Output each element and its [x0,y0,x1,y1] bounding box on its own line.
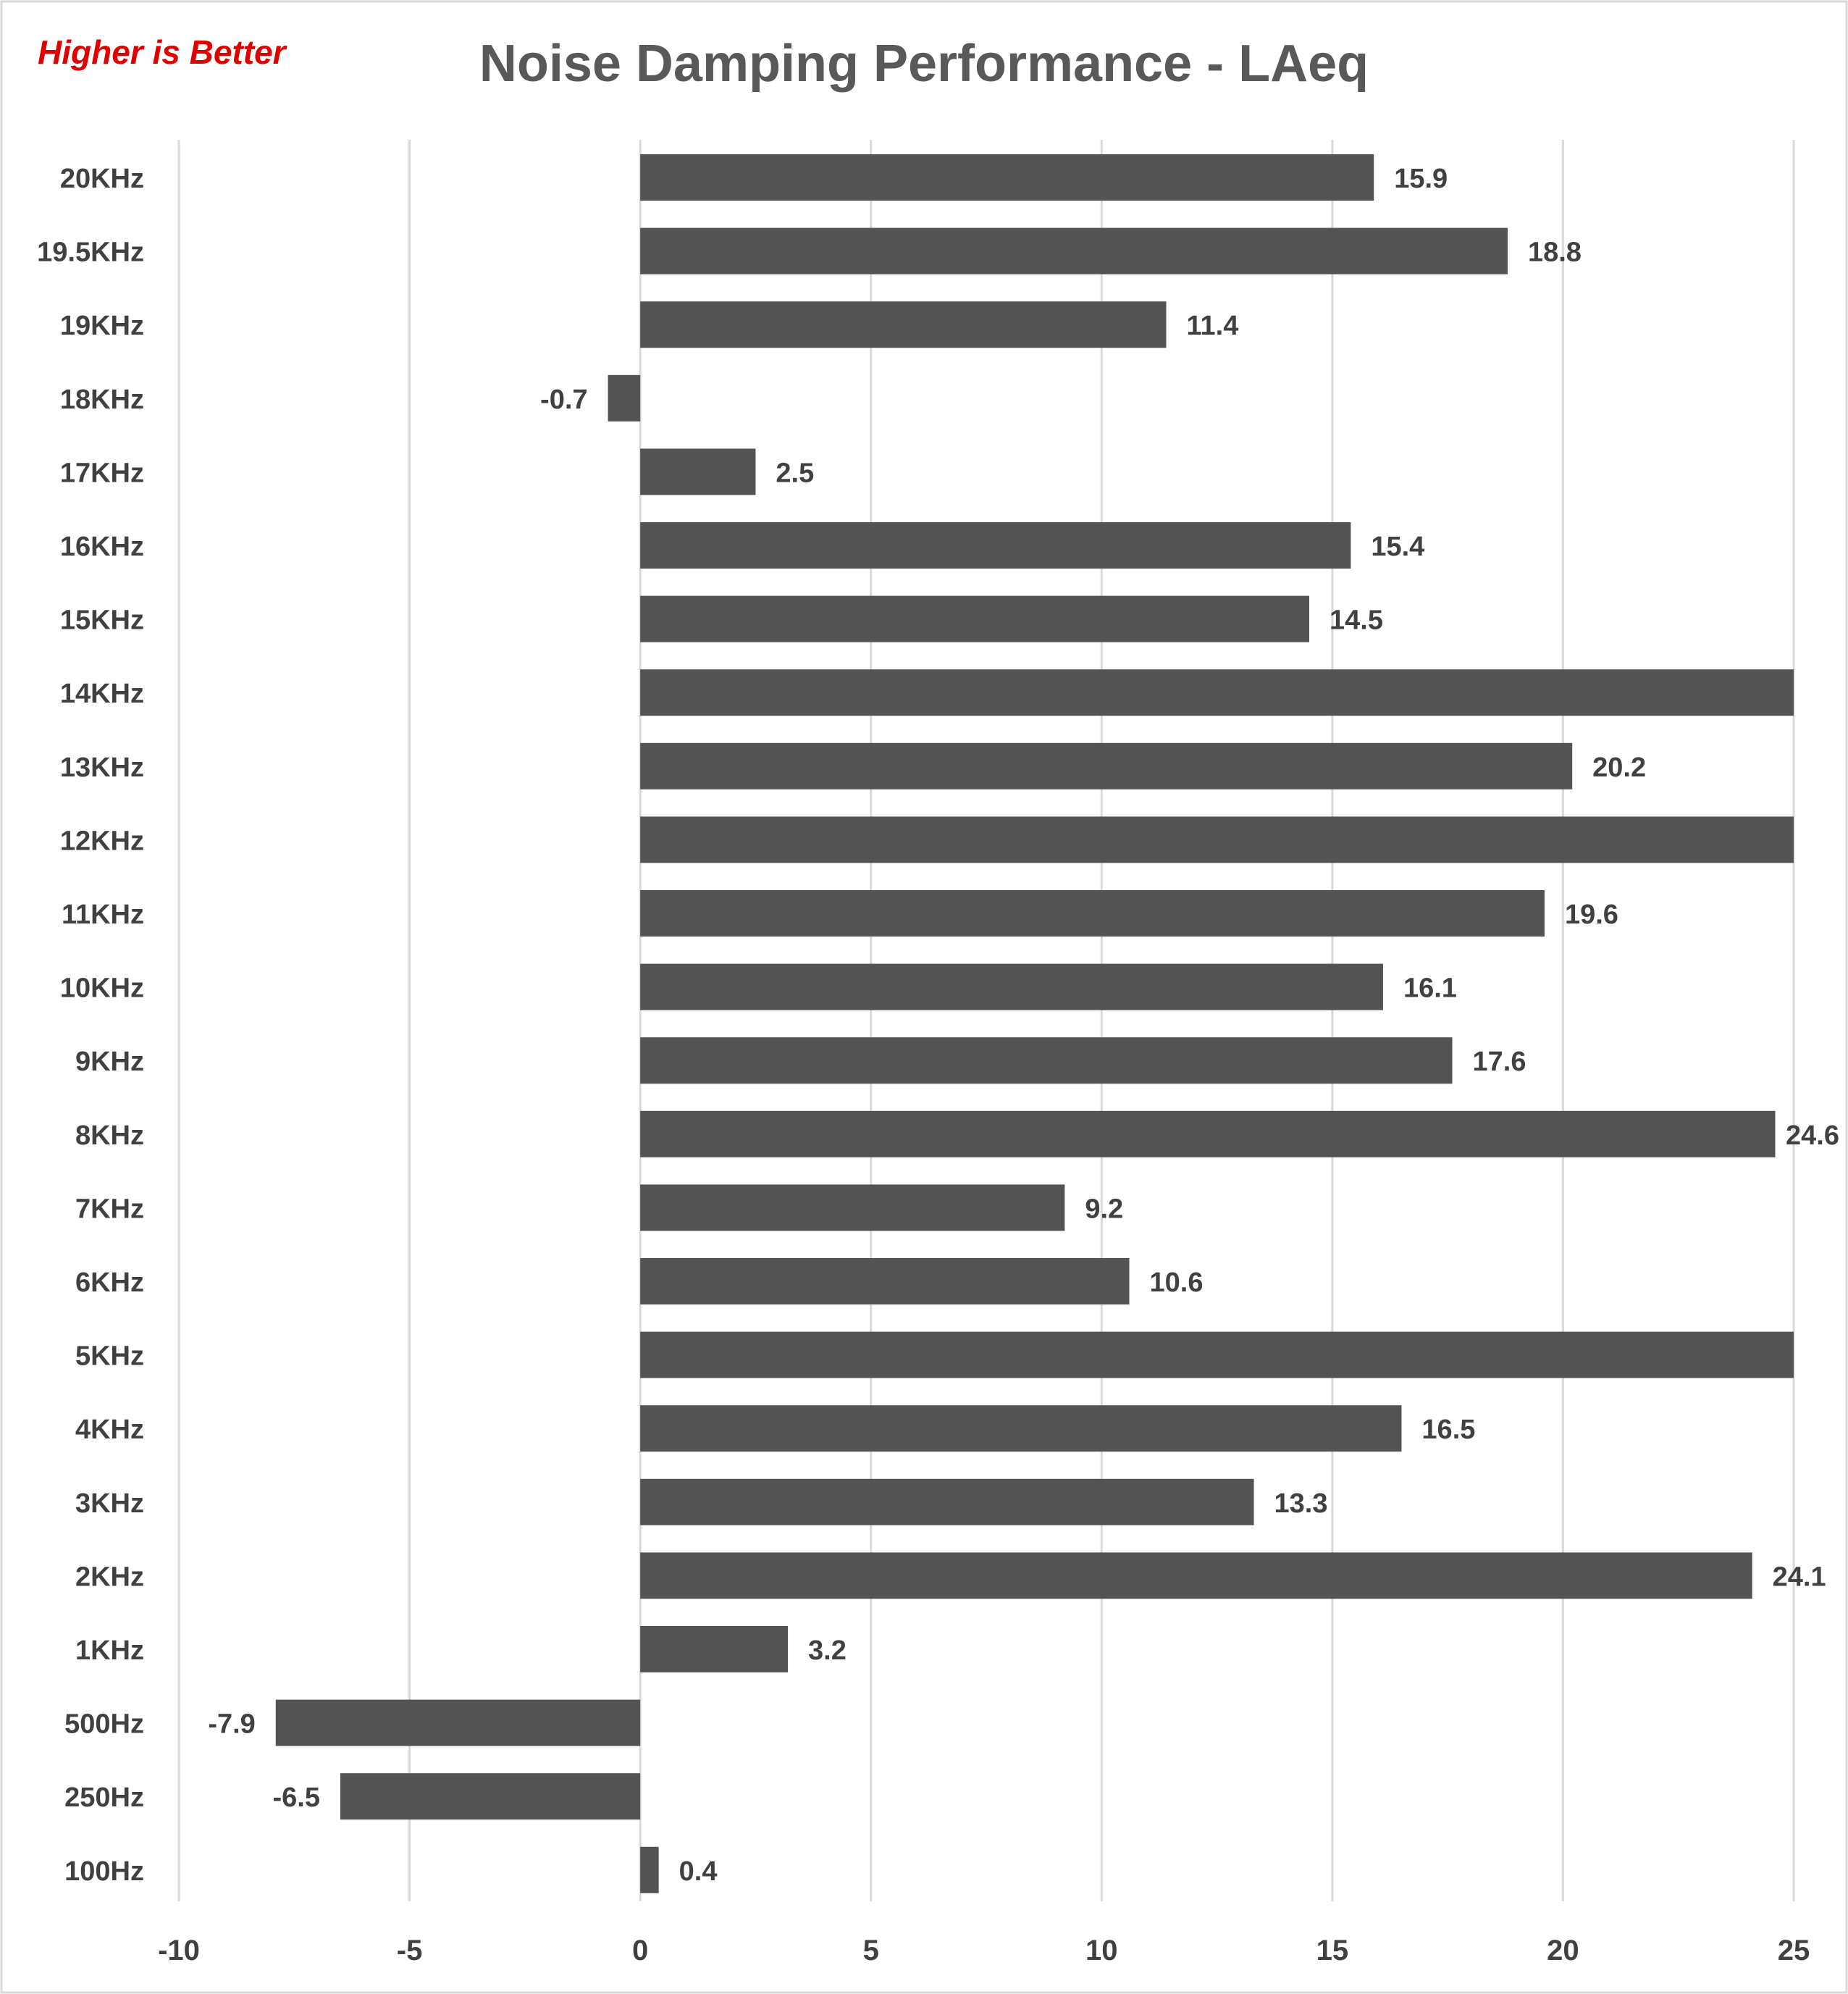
category-label: 20KHz [59,164,144,194]
x-tick-label: -10 [158,1935,200,1966]
category-label: 16KHz [59,532,144,562]
data-label: 10.6 [1149,1268,1204,1298]
bar [640,596,1309,642]
category-label: 19.5KHz [37,237,144,268]
bar [640,816,1794,863]
bar [640,301,1166,348]
category-label: 4KHz [75,1415,144,1446]
category-label: 10KHz [59,973,144,1004]
x-tick-label: 0 [632,1935,649,1966]
data-label: 20.2 [1592,752,1647,783]
bar [640,669,1794,716]
category-label: 8KHz [75,1120,144,1151]
bar [640,228,1508,275]
bar [640,1184,1064,1231]
data-label: -7.9 [208,1709,256,1740]
category-label: 14KHz [59,679,144,710]
bar [640,1037,1452,1084]
x-tick-label: 5 [862,1935,879,1966]
x-tick-label: 15 [1316,1935,1349,1966]
category-label: 3KHz [75,1488,144,1519]
data-label: 2.5 [776,458,815,489]
category-label: 500Hz [64,1709,144,1740]
data-label: 0.4 [679,1856,718,1887]
data-label: 16.5 [1421,1415,1476,1446]
bar [608,375,641,422]
bar [276,1700,640,1746]
data-label: 15.4 [1371,532,1425,562]
data-label: 15.9 [1394,164,1448,194]
bar [640,1258,1129,1304]
category-label: 100Hz [64,1856,144,1887]
bar [640,1552,1752,1599]
data-label: 13.3 [1274,1488,1328,1519]
category-label: 6KHz [75,1268,144,1298]
data-label: 3.2 [808,1635,847,1666]
data-label: 16.1 [1403,973,1457,1004]
category-label: 250Hz [64,1783,144,1814]
category-label: 5KHz [75,1341,144,1372]
category-label: 15KHz [59,605,144,636]
higher-is-better-note: Higher is Better [38,33,286,71]
bar [640,1405,1401,1451]
category-label: 1KHz [75,1635,144,1666]
category-label: 12KHz [59,826,144,857]
data-label: 9.2 [1085,1194,1124,1225]
x-tick-label: 25 [1777,1935,1810,1966]
bar [640,743,1572,789]
category-label: 7KHz [75,1194,144,1225]
bar [640,1479,1253,1525]
x-tick-label: 20 [1547,1935,1579,1966]
bar [340,1773,640,1819]
bar [640,964,1383,1010]
data-label: 24.1 [1772,1562,1826,1593]
bar [640,1111,1775,1157]
data-label: 11.4 [1186,311,1239,342]
data-label: -0.7 [540,384,588,415]
bar [640,154,1374,201]
bar [640,1626,788,1672]
chart-title: Noise Damping Performance - LAeq [479,35,1369,93]
data-label: 14.5 [1330,605,1383,636]
data-label: 19.6 [1564,900,1618,930]
category-label: 13KHz [59,752,144,783]
bar [640,522,1351,569]
bar [640,890,1545,937]
data-label: 24.6 [1786,1120,1839,1151]
x-tick-label: 10 [1085,1935,1118,1966]
data-label: -6.5 [272,1783,320,1814]
x-tick-label: -5 [396,1935,423,1966]
bar [640,1332,1794,1378]
data-label: 18.8 [1527,237,1582,268]
data-label: 17.6 [1472,1047,1526,1078]
category-label: 9KHz [75,1047,144,1078]
bar [640,448,755,495]
category-label: 18KHz [59,384,144,415]
category-label: 2KHz [75,1562,144,1593]
category-label: 17KHz [59,458,144,489]
category-label: 11KHz [61,900,144,930]
bar [640,1847,658,1893]
category-label: 19KHz [59,311,144,342]
